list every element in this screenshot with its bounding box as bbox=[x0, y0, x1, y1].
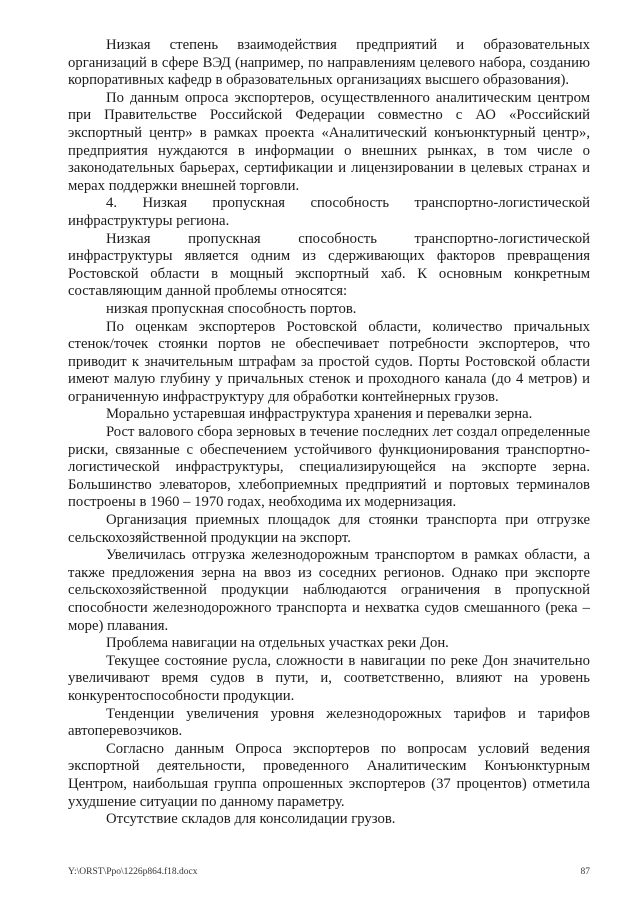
paragraph: Согласно данным Опроса экспортеров по вопросам условий ведения экспортной деятельности, проведенного Аналитическим Конъюнктурным Центром, наибольшая группа опрошенных экспортеров (37 процентов) отметила ухудшение ситуации по данному параметру. bbox=[68, 740, 590, 810]
paragraph: По данным опроса экспортеров, осуществленного аналитическим центром при Правительстве Российской Федерации совместно с АО «Российский экспортный центр» в рамках проекта «Аналитический конъюнктурный центр», предприятия нуждаются в информации о внешних рынках, в том числе о законодательных барьерах, сертификации и лицензировании в целевых странах и мерах поддержки внешней торговли. bbox=[68, 89, 590, 194]
paragraph: Низкая пропускная способность транспортно-логистической инфраструктуры является одним из сдерживающих факторов превращения Ростовской области в мощный экспортный хаб. К основным конкретным составляющим данной проблемы относятся: bbox=[68, 230, 590, 300]
paragraph: 4. Низкая пропускная способность транспортно-логистической инфраструктуры региона. bbox=[68, 195, 590, 229]
paragraph: Текущее состояние русла, сложности в навигации по реке Дон значительно увеличивают время судов в пути, и, соответственно, влияют на уровень конкурентоспособности продукции. bbox=[68, 652, 590, 704]
page-footer bbox=[68, 866, 590, 878]
paragraph: Морально устаревшая инфраструктура хранения и перевалки зерна. bbox=[106, 406, 533, 423]
paragraph: Организация приемных площадок для стоянки транспорта при отгрузке сельскохозяйственной продукции на экспорт. bbox=[68, 512, 590, 546]
paragraph: Увеличилась отгрузка железнодорожным транспортом в рамках области, а также предложения зерна на ввоз из соседних регионов. Однако при экспорте сельскохозяйственной продукции наблюдаются ограничения в пропускной способности железнодорожного транспорта и нехватка судов смешанного (река – море) плавания. bbox=[68, 547, 590, 634]
paragraph: По оценкам экспортеров Ростовской области, количество причальных стенок/точек стоянки портов не обеспечивает потребности экспортеров, что приводит к значительным штрафам за простой судов. Порты Ростовской области имеют малую глубину у причальных стенок и проходного канала (до 4 метров) и ограниченную инфраструктуру для обработки контейнерных грузов. bbox=[68, 318, 590, 405]
document-body bbox=[68, 37, 590, 829]
paragraph: Тенденции увеличения уровня железнодорожных тарифов и тарифов автоперевозчиков. bbox=[68, 705, 590, 740]
paragraph: Низкая степень взаимодействия предприятий и образовательных организаций в сфере ВЭД (например, по направлениям целевого набора, созданию корпоративных кафедр в образовательных организациях высшего образования). bbox=[68, 37, 590, 89]
paragraph: низкая пропускная способность портов. bbox=[106, 300, 357, 317]
paragraph: Рост валового сбора зерновых в течение последних лет создал определенные риски, связанные с обеспечением устойчивого функционирования транспортно-логистической инфраструктуры, специализирующейся на экспорте зерна. Большинство элеваторов, хлебоприемных предприятий и портовых терминалов построены в 1960 – 1970 годах, необходима их модернизация. bbox=[68, 424, 590, 511]
paragraph: Проблема навигации на отдельных участках реки Дон. bbox=[106, 635, 449, 652]
paragraph: Отсутствие складов для консолидации грузов. bbox=[106, 811, 396, 828]
footer-file-path: Y:\ORST\Ppo\1226p864.f18.docx bbox=[68, 867, 198, 877]
page-number: 87 bbox=[580, 867, 590, 877]
